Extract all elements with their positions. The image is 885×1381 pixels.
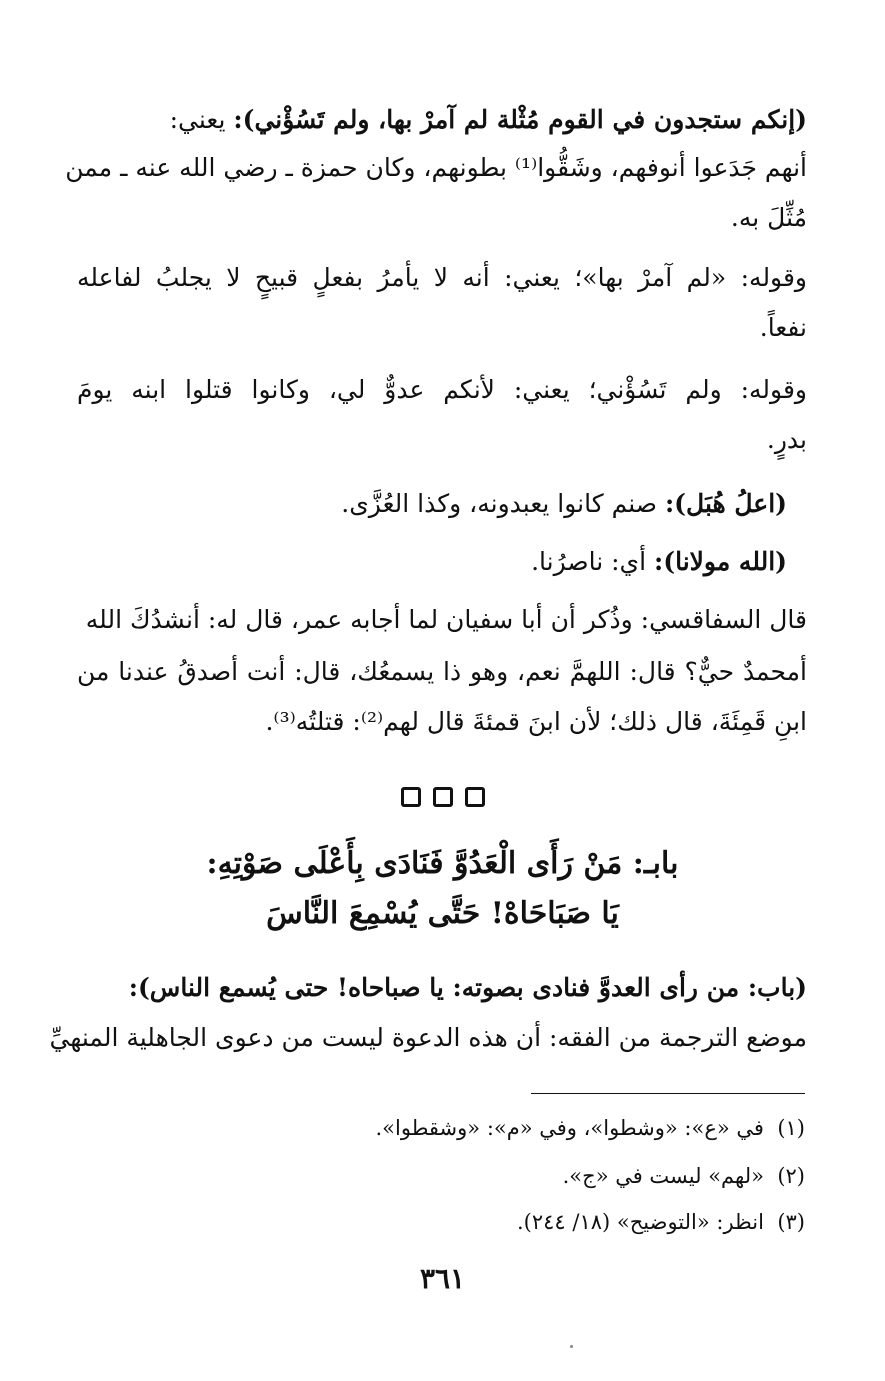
- body-line: أنهم جَدَعوا أنوفهم، وشَقُّوا⁽¹⁾ بطونهم، وكان حمزة ـ رضي الله عنه ـ ممن: [65, 153, 807, 182]
- body-line: نفعاً.: [759, 313, 807, 342]
- chapter-heading-line: يَا صَبَاحَاهْ! حَتَّى يُسْمِعَ النَّاسَ: [266, 896, 619, 931]
- commentary-text: صنم كانوا يعبدونه، وكذا العُزَّى.: [341, 489, 665, 518]
- separator-square-icon: [465, 787, 485, 807]
- footnote-divider: [531, 1093, 805, 1094]
- footnote: [85, 1112, 805, 1144]
- chapter-heading-line: بابـ: مَنْ رَأَى الْعَدُوَّ فَنَادَى بِأَعْلَى صَوْتِهِ:: [206, 846, 679, 881]
- body-line: [57, 542, 787, 582]
- footnote-text: انظر: «التوضيح» (١٨/ ٢٤٤).: [516, 1210, 764, 1234]
- separator-square-icon: [401, 787, 421, 807]
- footnote-number: (٣): [777, 1210, 805, 1234]
- quoted-hadith-phrase: (إنكم ستجدون في القوم مُثْلة لم آمرْ بها، ولم تَسُؤْني):: [233, 105, 807, 134]
- footnote-text: «لهم» ليست في «ج».: [562, 1164, 764, 1188]
- footnote-number: (١): [777, 1116, 805, 1140]
- body-line: موضع الترجمة من الفقه: أن هذه الدعوة ليست من دعوى الجاهلية المنهيِّ: [49, 1023, 807, 1052]
- quoted-hadith-phrase: (اعلُ هُبَل):: [664, 489, 787, 518]
- footnote-number: (٢): [777, 1164, 805, 1188]
- commentary-text: أي: ناصرُنا.: [531, 547, 655, 576]
- body-line: [77, 100, 807, 140]
- body-line: وقوله: «لم آمرْ بها»؛ يعني: أنه لا يأمرُ بفعلٍ قبيحٍ لا يجلبُ لفاعله: [77, 263, 807, 292]
- quoted-hadith-phrase: (الله مولانا):: [654, 547, 787, 576]
- body-line: قال السفاقسي: وذُكر أن أبا سفيان لما أجابه عمر، قال له: أنشدُكَ الله: [85, 605, 807, 634]
- chapter-commentary-title: (باب: من رأى العدوَّ فنادى بصوته: يا صباحاه! حتى يُسمع الناس):: [128, 973, 807, 1002]
- scan-speck: [570, 1345, 573, 1348]
- commentary-text: يعني:: [169, 105, 234, 134]
- footnote: [85, 1160, 805, 1192]
- body-line: وقوله: ولم تَسُؤْني؛ يعني: لأنكم عدوٌّ لي، وكانوا قتلوا ابنه يومَ: [77, 375, 807, 404]
- page-number: ٣٦١: [419, 1262, 466, 1295]
- body-line: ابنِ قَمِئَةَ، قال ذلك؛ لأن ابنَ قمئةَ قال لهم⁽²⁾: قتلتُه⁽³⁾.: [265, 707, 807, 736]
- footnote: [85, 1206, 805, 1238]
- body-line: مُثِّلَ به.: [730, 203, 807, 232]
- body-line: أمحمدٌ حيٌّ؟ قال: اللهمَّ نعم، وهو ذا يسمعُك، قال: أنت أصدقُ عندنا من: [77, 657, 807, 686]
- separator-square-icon: [433, 787, 453, 807]
- body-line: [57, 484, 787, 524]
- section-separator: [0, 787, 885, 807]
- footnote-text: في «ع»: «وشطوا»، وفي «م»: «وشقطوا».: [375, 1116, 764, 1140]
- body-line: بدرٍ.: [766, 425, 807, 454]
